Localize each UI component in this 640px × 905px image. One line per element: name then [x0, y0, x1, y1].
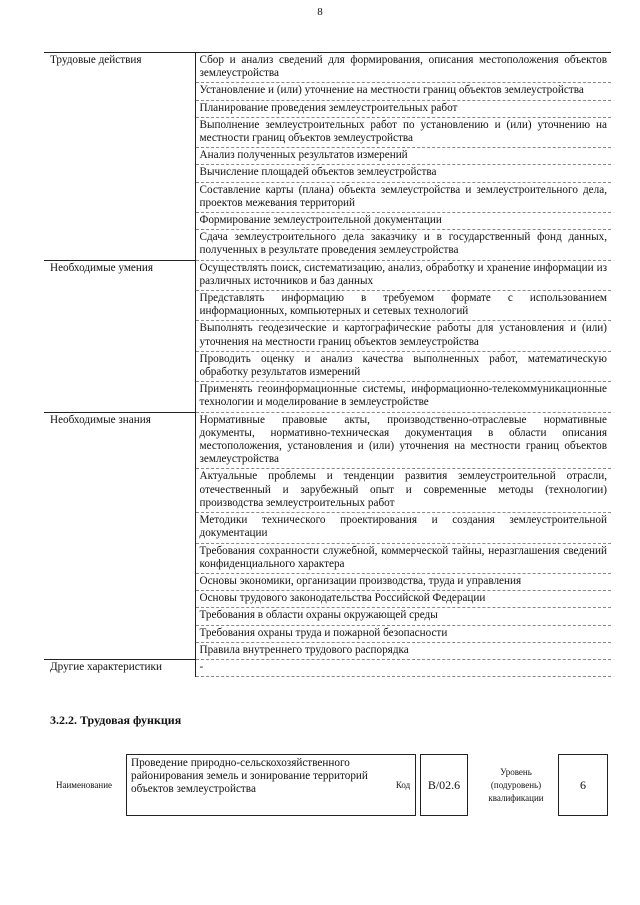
requirement-item: Требования в области охраны окружающей среды — [195, 608, 611, 625]
requirement-item: Анализ полученных результатов измерений — [195, 148, 611, 165]
requirement-item: Нормативные правовые акты, производственно-отраслевые нормативные документы, нормативно-техническая документация в области описания местоположения, установления и (или) уточнения на местности границ объектов землеустройства — [195, 412, 611, 469]
requirement-category: Необходимые умения — [44, 260, 195, 412]
requirement-item: Вычисление площадей объектов землеустройства — [195, 165, 611, 182]
requirement-item: Основы трудового законодательства Российской Федерации — [195, 591, 611, 608]
name-label: Наименование — [55, 780, 113, 790]
requirement-item: Выполнение землеустроительных работ по установлению и (или) уточнению на местности границ объектов землеустройства — [195, 117, 611, 147]
requirement-category: Другие характеристики — [44, 659, 195, 676]
requirement-item: Требования охраны труда и пожарной безопасности — [195, 625, 611, 642]
requirement-item: Составление карты (плана) объекта землеустройства и землеустроительного дела, проектов межевания территорий — [195, 182, 611, 212]
qualification-level-label: Уровень (подуровень) квалификации — [488, 767, 544, 803]
table-row — [44, 659, 611, 676]
requirement-item: Основы экономики, организации производства, труда и управления — [195, 573, 611, 590]
code-label: Код — [395, 780, 411, 790]
requirement-item: Представлять информацию в требуемом формате с использованием информационных, компьютерных и сетевых технологий — [195, 291, 611, 321]
table-row — [44, 412, 611, 469]
qualification-level-box: 6 — [558, 754, 608, 816]
requirement-item: Выполнять геодезические и картографические работы для установления и (или) уточнения на местности границ объектов землеустройства — [195, 321, 611, 351]
table-row — [44, 260, 611, 290]
requirement-item: Требования сохранности служебной, коммерческой тайны, неразглашения сведений конфиденциального характера — [195, 543, 611, 573]
table-row — [44, 53, 611, 83]
requirements-table — [44, 52, 611, 677]
section-title: 3.2.2. Трудовая функция — [50, 713, 182, 727]
requirement-item: Формирование землеустроительной документации — [195, 213, 611, 230]
labor-function-row — [44, 754, 611, 826]
requirement-item: Осуществлять поиск, систематизацию, анализ, обработку и хранение информации из различных источников и баз данных — [195, 260, 611, 290]
function-code-box: B/02.6 — [420, 754, 468, 816]
function-name-box: Проведение природно-сельскохозяйственного районирования земель и зонирование территорий объектов землеустройства — [126, 754, 416, 816]
requirement-item: Применять геоинформационные системы, информационно-телекоммуникационные технологии и моделирование в землеустройстве — [195, 382, 611, 412]
requirement-category: Необходимые знания — [44, 412, 195, 659]
requirement-item: Установление и (или) уточнение на местности границ объектов землеустройства — [195, 83, 611, 100]
requirement-category: Трудовые действия — [44, 53, 195, 261]
requirement-item: Правила внутреннего трудового распорядка — [195, 642, 611, 659]
requirement-item: Сбор и анализ сведений для формирования, описания местоположения объектов землеустройства — [195, 53, 611, 83]
requirement-item: Проводить оценку и анализ качества выполненных работ, математическую обработку результатов измерений — [195, 351, 611, 381]
requirement-item: - — [195, 659, 611, 676]
requirement-item: Актуальные проблемы и тенденции развития землеустроительной отрасли, отечественный и зарубежный опыт и современные методы (технологии) производства землеустроительных работ — [195, 469, 611, 513]
requirement-item: Сдача землеустроительного дела заказчику и в государственный фонд данных, полученных в результате проведения землеустройства — [195, 230, 611, 260]
requirement-item: Планирование проведения землеустроительных работ — [195, 100, 611, 117]
requirement-item: Методики технического проектирования и создания землеустроительной документации — [195, 513, 611, 543]
page-number: 8 — [317, 6, 323, 18]
